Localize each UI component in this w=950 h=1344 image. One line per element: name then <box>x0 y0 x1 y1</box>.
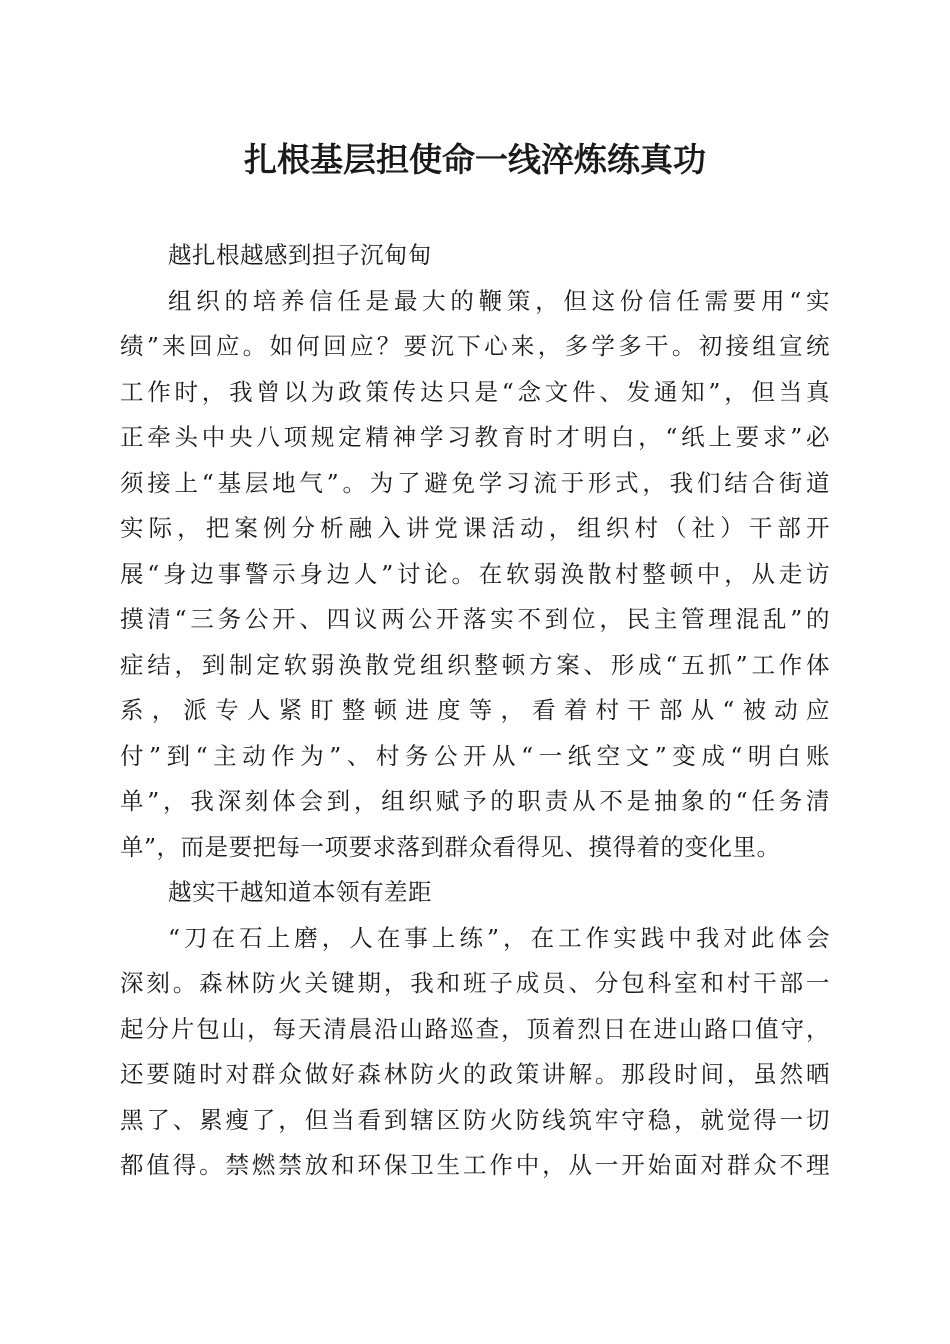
paragraph-line: “刀在石上磨，人在事上练”，在工作实践中我对此体会 <box>168 923 830 952</box>
paragraph-line: 正牵头中央八项规定精神学习教育时才明白，“纸上要求”必 <box>120 423 830 451</box>
paragraph-line: 付”到“主动作为”、村务公开从“一纸空文”变成“明白账 <box>120 741 830 770</box>
paragraph-line: 深刻。森林防火关键期，我和班子成员、分包科室和村干部一 <box>120 969 830 997</box>
document-body <box>120 233 830 1189</box>
paragraph-line: 绩”来回应。如何回应？要沉下心来，多学多干。初接组宣统 <box>120 332 830 360</box>
paragraph-line: 黑了、累瘦了，但当看到辖区防火防线筑牢守稳，就觉得一切 <box>120 1105 830 1134</box>
paragraph-line: 须接上“基层地气”。为了避免学习流于形式，我们结合街道 <box>120 468 830 497</box>
paragraph-line: 单”，而是要把每一项要求落到群众看得见、摸得着的变化里。 <box>120 832 781 861</box>
paragraph-line: 摸清“三务公开、四议两公开落实不到位，民主管理混乱”的 <box>120 605 830 633</box>
document-title: 扎根基层担使命一线淬炼练真功 <box>244 140 706 179</box>
paragraph-line: 系，派专人紧盯整顿进度等，看着村干部从“被动应 <box>120 696 830 724</box>
paragraph-line: 症结，到制定软弱涣散党组织整顿方案、形成“五抓”工作体 <box>120 650 830 679</box>
paragraph-line: 都值得。禁燃禁放和环保卫生工作中，从一开始面对群众不理 <box>120 1151 830 1179</box>
section-heading-1: 越扎根越感到担子沉甸甸 <box>168 241 432 269</box>
paragraph-line: 还要随时对群众做好森林防火的政策讲解。那段时间，虽然晒 <box>120 1060 830 1088</box>
paragraph-line: 起分片包山，每天清晨沿山路巡查，顶着烈日在进山路口值守， <box>120 1014 830 1043</box>
paragraph-line: 展“身边事警示身边人”讨论。在软弱涣散村整顿中，从走访 <box>120 559 830 588</box>
paragraph-line: 组织的培养信任是最大的鞭策，但这份信任需要用“实 <box>168 286 830 315</box>
paragraph-line: 单”，我深刻体会到，组织赋予的职责从不是抽象的“任务清 <box>120 787 830 815</box>
paragraph-line: 实际，把案例分析融入讲党课活动，组织村（社）干部开 <box>120 514 830 542</box>
section-heading-2: 越实干越知道本领有差距 <box>168 878 432 906</box>
paragraph-line: 工作时，我曾以为政策传达只是“念文件、发通知”，但当真 <box>120 377 830 406</box>
